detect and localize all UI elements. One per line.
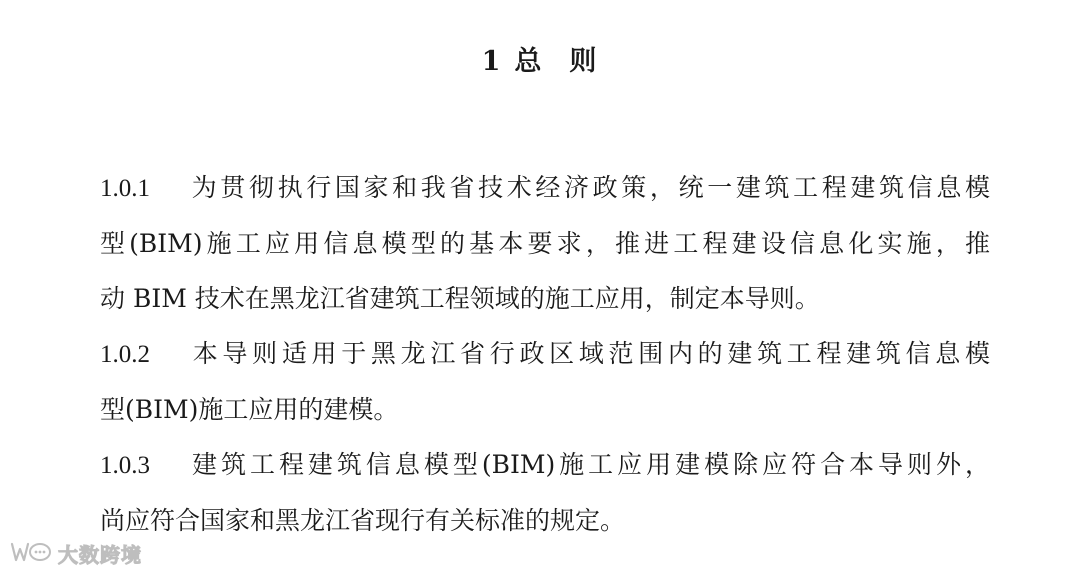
- chapter-title: [0, 44, 1080, 80]
- clause-text: 建筑工程建筑信息模型(BIM)施工应用建模除应符合本导则外，: [188, 450, 990, 479]
- clause-line: [100, 160, 990, 216]
- clause-1-0-2: [100, 326, 990, 437]
- clause-line: [100, 271, 990, 326]
- clause-text: 尚应符合国家和黑龙江省现行有关标准的规定。: [100, 506, 626, 535]
- clause-text: 为贯彻执行国家和我省技术经济政策，统一建筑工程建筑信息模: [188, 173, 990, 202]
- clause-text: 动 BIM 技术在黑龙江省建筑工程领域的施工应用，制定本导则。: [100, 284, 820, 313]
- clause-number: 1.0.2: [100, 341, 150, 368]
- clause-number: 1.0.1: [100, 175, 150, 202]
- clause-line: [100, 216, 990, 271]
- watermark: [8, 538, 142, 568]
- clause-1-0-1: [100, 160, 990, 326]
- clause-text: 本导则适用于黑龙江省行政区域范围内的建筑工程建筑信息模: [188, 339, 990, 368]
- clause-line: [100, 437, 990, 493]
- chapter-number: 1: [481, 46, 503, 77]
- chapter-title-char-2: 则: [569, 46, 599, 77]
- chat-bubble-logo-icon: [8, 540, 52, 566]
- clause-number: 1.0.3: [100, 452, 150, 479]
- clause-line: [100, 326, 990, 382]
- clause-1-0-3: [100, 437, 990, 548]
- watermark-text: 大数跨境: [58, 542, 142, 567]
- clause-line: [100, 382, 990, 437]
- clause-list: [100, 160, 990, 548]
- clause-line: [100, 493, 990, 548]
- chapter-title-char-1: 总: [514, 46, 544, 77]
- clause-text: 型(BIM)施工应用信息模型的基本要求，推进工程建设信息化实施，推: [100, 229, 990, 258]
- clause-text: 型(BIM)施工应用的建模。: [100, 395, 399, 424]
